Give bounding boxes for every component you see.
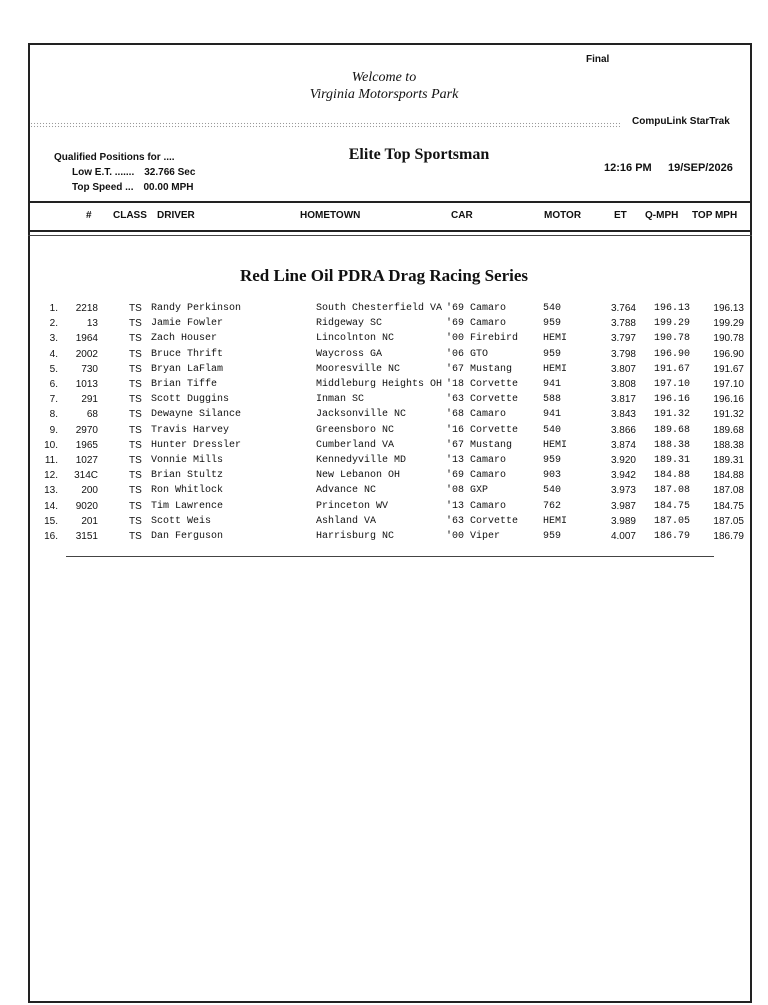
top-mph: 188.38 — [713, 439, 744, 451]
top-speed-label: Top Speed ... — [72, 182, 134, 193]
track-name: Virginia Motorsports Park — [309, 87, 459, 102]
driver-name: Randy Perkinson — [151, 303, 242, 314]
qualifying-mph: 189.68 — [653, 424, 690, 436]
elapsed-time: 3.797 — [610, 333, 636, 345]
driver-name: Dewayne Silance — [151, 409, 242, 421]
qualifying-mph: 188.38 — [653, 439, 690, 451]
driver-name: Vonnie Mills — [151, 455, 224, 466]
header-bottom-rule-2 — [28, 235, 752, 236]
motor: 959 — [543, 531, 562, 542]
motor: 903 — [543, 470, 562, 482]
table-end-rule — [66, 556, 714, 557]
qualifying-mph: 191.67 — [653, 363, 690, 375]
car-number: 2970 — [75, 424, 98, 436]
table-row — [0, 501, 768, 516]
driver-name: Jamie Fowler — [151, 318, 224, 330]
car-number: 201 — [81, 515, 98, 527]
qualifying-mph: 184.75 — [653, 500, 690, 512]
car-number: 1964 — [75, 333, 98, 345]
motor: HEMI — [543, 333, 568, 345]
car-number: 730 — [81, 363, 98, 375]
low-et-label: Low E.T. ....... — [72, 167, 135, 178]
driver-name: Dan Ferguson — [151, 531, 224, 542]
row-class: TS — [129, 318, 142, 330]
top-mph: 184.88 — [713, 470, 744, 482]
qualifying-mph: 196.90 — [653, 348, 690, 360]
table-row — [0, 409, 768, 424]
top-mph: 196.16 — [713, 394, 744, 406]
qualifying-mph: 199.29 — [653, 318, 690, 330]
hometown: New Lebanon OH — [316, 470, 401, 482]
top-mph: 199.29 — [713, 318, 744, 330]
car-number: 1965 — [75, 439, 98, 451]
car-model: '18 Corvette — [446, 379, 519, 390]
driver-name: Scott Duggins — [151, 394, 230, 406]
table-row — [0, 455, 768, 470]
qualifying-mph: 196.13 — [653, 303, 690, 314]
motor: 762 — [543, 500, 562, 512]
driver-name: Bruce Thrift — [151, 348, 224, 360]
car-model: '69 Camaro — [446, 470, 507, 482]
table-row — [0, 333, 768, 348]
car-number: 13 — [86, 318, 98, 330]
top-mph: 191.67 — [713, 363, 744, 375]
table-row — [0, 394, 768, 409]
qualifying-mph: 190.78 — [653, 333, 690, 345]
col-header-topmph: TOP MPH — [692, 210, 738, 221]
dotted-divider — [30, 122, 620, 128]
header-bottom-rule — [28, 230, 752, 232]
row-class: TS — [129, 470, 142, 482]
qualifying-mph: 189.31 — [653, 455, 690, 466]
table-row — [0, 516, 768, 531]
car-model: '63 Corvette — [446, 515, 519, 527]
motor: 540 — [543, 303, 562, 314]
row-class: TS — [129, 485, 142, 497]
vendor-label: CompuLink StarTrak — [632, 116, 730, 127]
row-position: 9. — [49, 424, 58, 436]
col-header-num: # — [86, 210, 92, 221]
top-speed-value: 00.00 MPH — [143, 182, 194, 193]
hometown: Cumberland VA — [316, 439, 395, 451]
row-position: 8. — [49, 409, 58, 421]
hometown: Inman SC — [316, 394, 365, 406]
hometown: Princeton WV — [316, 500, 389, 512]
top-mph: 191.32 — [713, 409, 744, 421]
qualifying-mph: 191.32 — [653, 409, 690, 421]
motor: 540 — [543, 424, 562, 436]
report-date: 19/SEP/2026 — [668, 162, 733, 174]
row-class: TS — [129, 303, 142, 314]
low-et-line — [54, 165, 195, 180]
hometown: Jacksonville NC — [316, 409, 407, 421]
low-et-value: 32.766 Sec — [144, 167, 196, 178]
row-class: TS — [129, 424, 142, 436]
row-position: 13. — [44, 485, 58, 497]
table-row — [0, 379, 768, 394]
motor: HEMI — [543, 515, 568, 527]
car-model: '67 Mustang — [446, 363, 513, 375]
row-position: 2. — [49, 318, 58, 330]
qualifying-mph: 184.88 — [653, 470, 690, 482]
top-speed-line — [54, 180, 195, 195]
elapsed-time: 3.987 — [610, 500, 636, 512]
header-top-rule — [28, 201, 752, 203]
row-position: 11. — [44, 455, 58, 466]
col-header-et: ET — [614, 210, 627, 221]
col-header-hometown: HOMETOWN — [300, 210, 361, 221]
qualifying-mph: 186.79 — [653, 531, 690, 542]
top-mph: 189.31 — [713, 455, 744, 466]
car-number: 2218 — [75, 303, 98, 314]
car-model: '13 Camaro — [446, 500, 507, 512]
row-position: 7. — [49, 394, 58, 406]
elapsed-time: 3.808 — [610, 379, 636, 390]
car-number: 291 — [81, 394, 98, 406]
hometown: Ridgeway SC — [316, 318, 383, 330]
elapsed-time: 3.807 — [610, 363, 636, 375]
row-class: TS — [129, 348, 142, 360]
table-row — [0, 349, 768, 364]
hometown: Advance NC — [316, 485, 377, 497]
table-row — [0, 364, 768, 379]
motor: 959 — [543, 318, 562, 330]
row-position: 10. — [44, 439, 58, 451]
car-model: '06 GTO — [446, 348, 489, 360]
top-mph: 184.75 — [713, 500, 744, 512]
driver-name: Tim Lawrence — [151, 500, 224, 512]
driver-name: Travis Harvey — [151, 424, 230, 436]
driver-name: Ron Whitlock — [151, 485, 224, 497]
car-model: '63 Corvette — [446, 394, 519, 406]
qualifying-mph: 187.05 — [653, 515, 690, 527]
col-header-driver: DRIVER — [157, 210, 195, 221]
car-model: '68 Camaro — [446, 409, 507, 421]
row-position: 6. — [49, 379, 58, 390]
row-position: 5. — [49, 363, 58, 375]
motor: 588 — [543, 394, 562, 406]
motor: HEMI — [543, 439, 568, 451]
hometown: South Chesterfield VA — [316, 303, 443, 314]
motor: 941 — [543, 379, 562, 390]
car-model: '69 Camaro — [446, 318, 507, 330]
top-mph: 190.78 — [713, 333, 744, 345]
table-row — [0, 485, 768, 500]
elapsed-time: 3.764 — [610, 303, 636, 314]
series-title: Red Line Oil PDRA Drag Racing Series — [239, 266, 529, 285]
row-class: TS — [129, 333, 142, 345]
top-mph: 196.13 — [713, 303, 744, 314]
elapsed-time: 3.989 — [610, 515, 636, 527]
row-position: 15. — [44, 515, 58, 527]
motor: 959 — [543, 455, 562, 466]
elapsed-time: 3.874 — [610, 439, 636, 451]
elapsed-time: 4.007 — [610, 531, 636, 542]
row-class: TS — [129, 455, 142, 466]
row-class: TS — [129, 409, 142, 421]
table-row — [0, 303, 768, 318]
row-class: TS — [129, 515, 142, 527]
hometown: Greensboro NC — [316, 424, 395, 436]
motor: HEMI — [543, 363, 568, 375]
top-mph: 187.08 — [713, 485, 744, 497]
motor: 959 — [543, 348, 562, 360]
elapsed-time: 3.843 — [610, 409, 636, 421]
row-class: TS — [129, 500, 142, 512]
col-header-class: CLASS — [113, 210, 147, 221]
car-model: '67 Mustang — [446, 439, 513, 451]
hometown: Middleburg Heights OH — [316, 379, 443, 390]
car-number: 2002 — [75, 348, 98, 360]
driver-name: Zach Houser — [151, 333, 218, 345]
car-model: '13 Camaro — [446, 455, 507, 466]
top-mph: 186.79 — [713, 531, 744, 542]
car-model: '16 Corvette — [446, 424, 519, 436]
status-label: Final — [586, 54, 610, 65]
row-position: 4. — [49, 348, 58, 360]
elapsed-time: 3.788 — [610, 318, 636, 330]
table-row — [0, 425, 768, 440]
welcome-line-1: Welcome to — [351, 70, 417, 85]
row-position: 3. — [49, 333, 58, 345]
car-number: 1013 — [75, 379, 98, 390]
driver-name: Brian Stultz — [151, 470, 224, 482]
row-position: 16. — [44, 531, 58, 542]
car-number: 68 — [86, 409, 98, 421]
elapsed-time: 3.866 — [610, 424, 636, 436]
row-class: TS — [129, 439, 142, 451]
car-model: '69 Camaro — [446, 303, 507, 314]
row-position: 1. — [49, 303, 58, 314]
top-mph: 196.90 — [713, 348, 744, 360]
motor: 941 — [543, 409, 562, 421]
report-time: 12:16 PM — [604, 162, 652, 174]
hometown: Harrisburg NC — [316, 531, 395, 542]
driver-name: Scott Weis — [151, 515, 212, 527]
car-model: '00 Firebird — [446, 333, 519, 345]
hometown: Lincolnton NC — [316, 333, 395, 345]
motor: 540 — [543, 485, 562, 497]
qualifying-mph: 196.16 — [653, 394, 690, 406]
table-row — [0, 470, 768, 485]
car-number: 1027 — [75, 455, 98, 466]
hometown: Mooresville NC — [316, 363, 401, 375]
row-class: TS — [129, 394, 142, 406]
elapsed-time: 3.817 — [610, 394, 636, 406]
driver-name: Bryan LaFlam — [151, 363, 224, 375]
car-model: '08 GXP — [446, 485, 489, 497]
elapsed-time: 3.920 — [610, 455, 636, 466]
car-model: '00 Viper — [446, 531, 501, 542]
driver-name: Brian Tiffe — [151, 379, 218, 390]
table-row — [0, 440, 768, 455]
event-title: Elite Top Sportsman — [348, 146, 490, 163]
car-number: 314C — [74, 470, 98, 482]
qualifying-mph: 187.08 — [653, 485, 690, 497]
hometown: Ashland VA — [316, 515, 377, 527]
elapsed-time: 3.973 — [610, 485, 636, 497]
qualifying-mph: 197.10 — [653, 379, 690, 390]
top-mph: 189.68 — [713, 424, 744, 436]
row-class: TS — [129, 379, 142, 390]
row-position: 12. — [44, 470, 58, 482]
driver-name: Hunter Dressler — [151, 439, 242, 451]
col-header-motor: MOTOR — [544, 210, 582, 221]
qualified-label: Qualified Positions for .... — [54, 152, 175, 163]
row-class: TS — [129, 531, 142, 542]
hometown: Waycross GA — [316, 348, 383, 360]
elapsed-time: 3.942 — [610, 470, 636, 482]
top-mph: 197.10 — [713, 379, 744, 390]
car-number: 200 — [81, 485, 98, 497]
row-class: TS — [129, 363, 142, 375]
top-mph: 187.05 — [713, 515, 744, 527]
hometown: Kennedyville MD — [316, 455, 407, 466]
welcome-banner — [0, 69, 768, 103]
elapsed-time: 3.798 — [610, 348, 636, 360]
car-number: 9020 — [75, 500, 98, 512]
car-number: 3151 — [75, 531, 98, 542]
row-position: 14. — [44, 500, 58, 512]
col-header-qmph: Q-MPH — [645, 210, 679, 221]
table-row — [0, 531, 768, 546]
col-header-car: CAR — [451, 210, 473, 221]
table-row — [0, 318, 768, 333]
